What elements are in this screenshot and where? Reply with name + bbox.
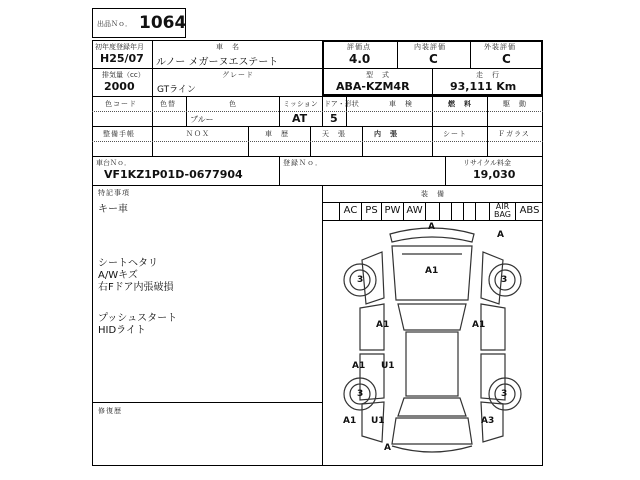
color-change-label: 色替 (160, 100, 176, 108)
score-label: 評価点 (347, 43, 371, 51)
damage-mark-left-front-door: A1 (376, 320, 390, 330)
registration-value: H25/07 (100, 52, 144, 65)
recycle-fee-label: リサイクル料金 (463, 159, 512, 167)
interior-trim-label: 内 張 (374, 130, 398, 138)
mileage-label: 走 行 (476, 71, 500, 79)
inspection-label: 車 検 (389, 100, 413, 108)
notes-line-b2: 右Fドア内張破損 (98, 282, 174, 293)
damage-mark-front-right-wheel: 3 (501, 275, 508, 285)
transmission-label: ミッション (283, 100, 318, 108)
equip-ac: AC (340, 202, 362, 220)
equip-airbag: AIR BAG (490, 202, 516, 220)
registration-label: 初年度登録年月 (95, 43, 144, 51)
damage-mark-rear-left: A1 (343, 416, 357, 426)
color-value: ブルー (190, 115, 214, 124)
recycle-fee-value: 19,030 (473, 168, 516, 181)
damage-mark-left-rear-door: A1 (352, 361, 366, 371)
nox-label: ＮＯＸ (186, 130, 210, 138)
damage-mark-left-rear-door-2: U1 (381, 361, 395, 371)
grade-value: GTライン (157, 85, 196, 95)
car-damage-diagram (322, 220, 543, 466)
equip-blank-6 (476, 202, 490, 220)
damage-mark-front-right: A (497, 230, 504, 240)
damage-mark-rear-right-wheel: 3 (501, 389, 508, 399)
equipment-label: 装 備 (421, 190, 445, 198)
notes-line-b1: A/Wキズ (98, 270, 138, 281)
damage-mark-front-left-wheel: 3 (357, 275, 364, 285)
fuel-label: 燃 料 (448, 100, 472, 108)
equip-blank-1 (322, 202, 340, 220)
car-name-value: ルノー メガーヌエステート (156, 57, 279, 68)
repair-history-label: 修復歴 (98, 407, 122, 415)
equip-ps: PS (362, 202, 382, 220)
lot-number: 1064 (139, 13, 187, 33)
color-code-label: 色コード (105, 100, 137, 108)
equip-blank-4 (452, 202, 464, 220)
exterior-grade-label: 外装評価 (484, 43, 516, 51)
doors-value: 5 (330, 112, 338, 125)
notes-line-c1: HIDライト (98, 325, 146, 336)
damage-mark-hood: A1 (425, 266, 439, 276)
glass-label: Ｆガラス (498, 130, 530, 138)
seat-label: シート (443, 130, 467, 138)
exterior-grade-value: C (502, 52, 511, 66)
interior-grade-label: 内装評価 (414, 43, 446, 51)
damage-mark-front-bumper: A (428, 222, 435, 232)
notes-line-b0: シートヘタリ (98, 258, 158, 269)
car-name-label: 車 名 (216, 43, 240, 51)
vin-label: 車台Ｎｏ． (96, 159, 131, 167)
mileage-value: 93,111 Km (450, 80, 517, 93)
model-label: 型 式 (366, 71, 390, 79)
equip-blank-5 (464, 202, 476, 220)
notes-line-c0: プッシュスタート (98, 313, 178, 324)
damage-mark-rear-left-wheel: 3 (357, 389, 364, 399)
lot-number-box (92, 8, 186, 38)
transmission-value: AT (292, 112, 308, 125)
roof-label: 天 張 (322, 130, 346, 138)
displacement-value: 2000 (104, 80, 135, 93)
equip-blank-2 (426, 202, 440, 220)
damage-mark-right-front-door: A1 (472, 320, 486, 330)
grade-label: グレード (222, 71, 254, 79)
equip-pw: PW (382, 202, 404, 220)
damage-mark-rear-left-2: U1 (371, 416, 385, 426)
model-value: ABA-KZM4R (336, 80, 410, 93)
drive-label: 駆 動 (503, 100, 527, 108)
interior-grade-value: C (429, 52, 438, 66)
equip-blank-3 (440, 202, 452, 220)
lot-number-label: 出品Ｎｏ． (97, 20, 132, 28)
maintenance-manual-label: 整備手帳 (103, 130, 135, 138)
equip-abs: ABS (519, 205, 540, 216)
special-notes-label: 特記事項 (98, 189, 130, 197)
history-label: 車 歴 (265, 130, 289, 138)
notes-line-a0: キー車 (98, 204, 128, 215)
score-value: 4.0 (349, 52, 371, 66)
color-label: 色 (229, 100, 237, 108)
registration-no-label: 登録Ｎｏ． (283, 159, 323, 167)
damage-mark-rear-bumper: A (384, 443, 391, 453)
doors-label: ドア・形状 (324, 100, 359, 108)
displacement-label: 排気量（cc） (102, 71, 145, 79)
equip-aw: AW (404, 202, 426, 220)
damage-mark-rear-right: A3 (481, 416, 495, 426)
vin-value: VF1KZ1P01D-0677904 (104, 168, 243, 181)
